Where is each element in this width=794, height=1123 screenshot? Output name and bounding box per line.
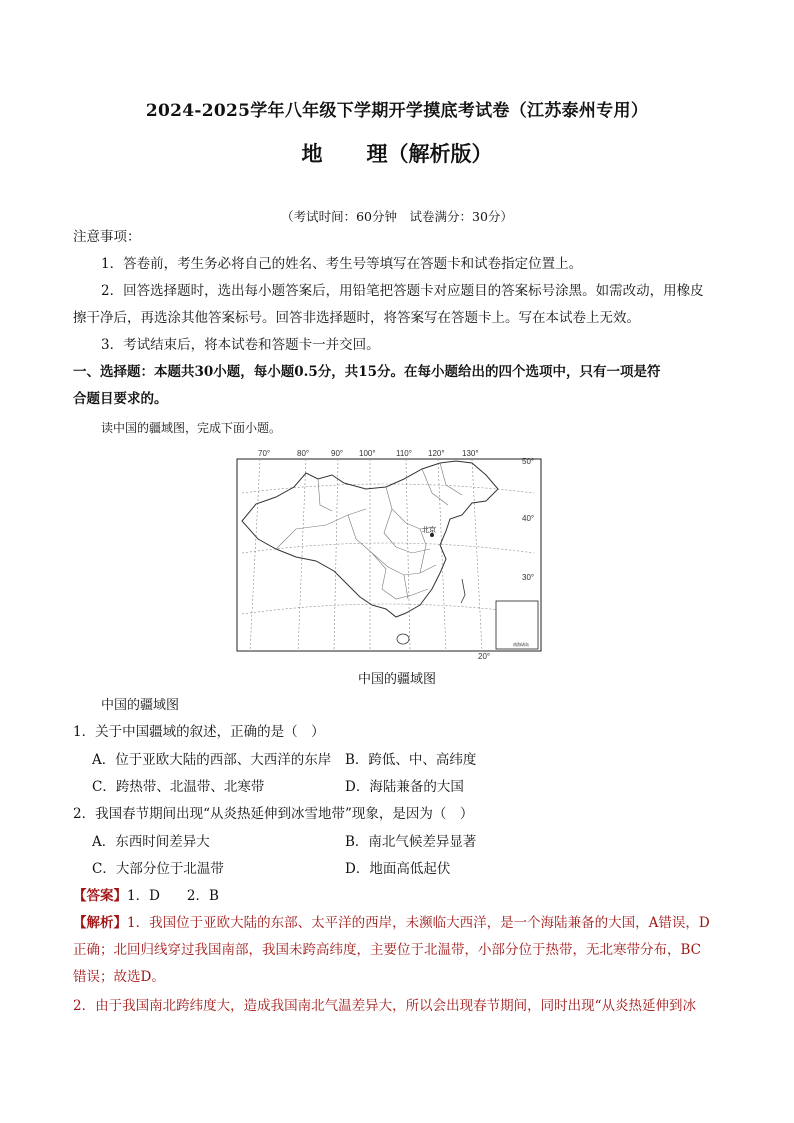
analysis-line-2: 正确；北回归线穿过我国南部，我国未跨高纬度，主要位于北温带，小部分位于热带，无北寒带分布，BC — [73, 942, 701, 958]
question-2-option-d: D．地面高低起伏 — [345, 861, 451, 877]
notice-item-3: 3．考试结束后，将本试卷和答题卡一并交回。 — [101, 337, 380, 353]
question-1-option-c: C．跨热带、北温带、北寒带 — [92, 779, 265, 795]
question-2-option-b: B．南北气候差异显著 — [345, 834, 477, 850]
question-2-option-c: C．大部分位于北温带 — [92, 861, 224, 877]
china-territory-map — [236, 449, 542, 667]
answer-text: 1．D 2．B — [127, 888, 219, 904]
map-frame — [237, 459, 541, 651]
notice-item-2-line-2: 擦干净后，再选涂其他答案标号。回答非选择题时，将答案写在答题卡上。写在本试卷上无效。 — [73, 310, 640, 326]
map-caption: 中国的疆域图 — [358, 672, 437, 687]
subject-title — [0, 138, 794, 168]
question-2-stem: 2．我国春节期间出现“从炎热延伸到冰雪地带”现象，是因为（ ） — [73, 806, 474, 822]
section-heading-line-2: 合题目要求的。 — [73, 391, 168, 407]
lon-label: 120° — [428, 449, 445, 458]
answer-line — [73, 886, 219, 906]
inset-label: 南海诸岛 — [513, 642, 529, 647]
subject-title-part2: 理（解析版） — [366, 141, 493, 166]
lat-label: 40° — [522, 514, 535, 523]
question-prompt: 读中国的疆域图，完成下面小题。 — [101, 421, 282, 435]
lon-label: 70° — [258, 449, 271, 458]
lon-label: 90° — [331, 449, 344, 458]
exam-title: 2024-2025学年八年级下学期开学摸底考试卷（江苏泰州专用） — [145, 101, 649, 121]
answer-label: 【答案】 — [73, 888, 127, 904]
notice-item-1: 1．答卷前，考生务必将自己的姓名、考生号等填写在答题卡和试卷指定位置上。 — [101, 256, 583, 272]
analysis-text-1: 1．我国位于亚欧大陆的东部、太平洋的西岸，未濒临大西洋，是一个海陆兼备的大国，A错误，D — [127, 915, 710, 931]
question-1-option-d: D．海陆兼备的大国 — [345, 779, 464, 795]
lon-label: 130° — [462, 449, 479, 458]
question-2-option-a: A．东西时间差异大 — [92, 834, 210, 850]
question-1-stem: 1．关于中国疆域的叙述，正确的是（ ） — [73, 724, 325, 740]
lat-label: 20° — [478, 652, 491, 661]
exam-info: （考试时间：60分钟 试卷满分：30分） — [281, 209, 513, 224]
figure-title: 中国的疆域图 — [101, 698, 180, 713]
lat-label: 30° — [522, 573, 535, 582]
analysis-label: 【解析】 — [73, 915, 127, 931]
lon-label: 100° — [359, 449, 376, 458]
lat-label: 50° — [522, 457, 535, 466]
question-1-option-b: B．跨低、中、高纬度 — [345, 752, 477, 768]
section-heading-line-1: 一、选择题：本题共30小题，每小题0.5分，共15分。在每小题给出的四个选项中，只有一项是符 — [73, 364, 661, 380]
longitude-labels — [258, 449, 479, 458]
analysis-line-4: 2．由于我国南北跨纬度大，造成我国南北气温差异大，所以会出现春节期间，同时出现“从炎热延伸到冰 — [73, 998, 696, 1014]
question-1-option-a: A．位于亚欧大陆的西部、大西洋的东岸 — [92, 752, 332, 768]
subject-title-part1: 地 — [301, 141, 323, 166]
notice-item-2-line-1: 2．回答选择题时，选出每小题答案后，用铅笔把答题卡对应题目的答案标号涂黑。如需改动，用橡皮 — [101, 283, 704, 299]
capital-label: 北京 — [422, 526, 436, 534]
analysis-line-3: 错误；故选D。 — [73, 969, 165, 985]
notice-heading: 注意事项： — [73, 229, 141, 245]
lon-label: 110° — [396, 449, 412, 458]
analysis-line-1 — [73, 913, 710, 933]
lon-label: 80° — [297, 449, 310, 458]
